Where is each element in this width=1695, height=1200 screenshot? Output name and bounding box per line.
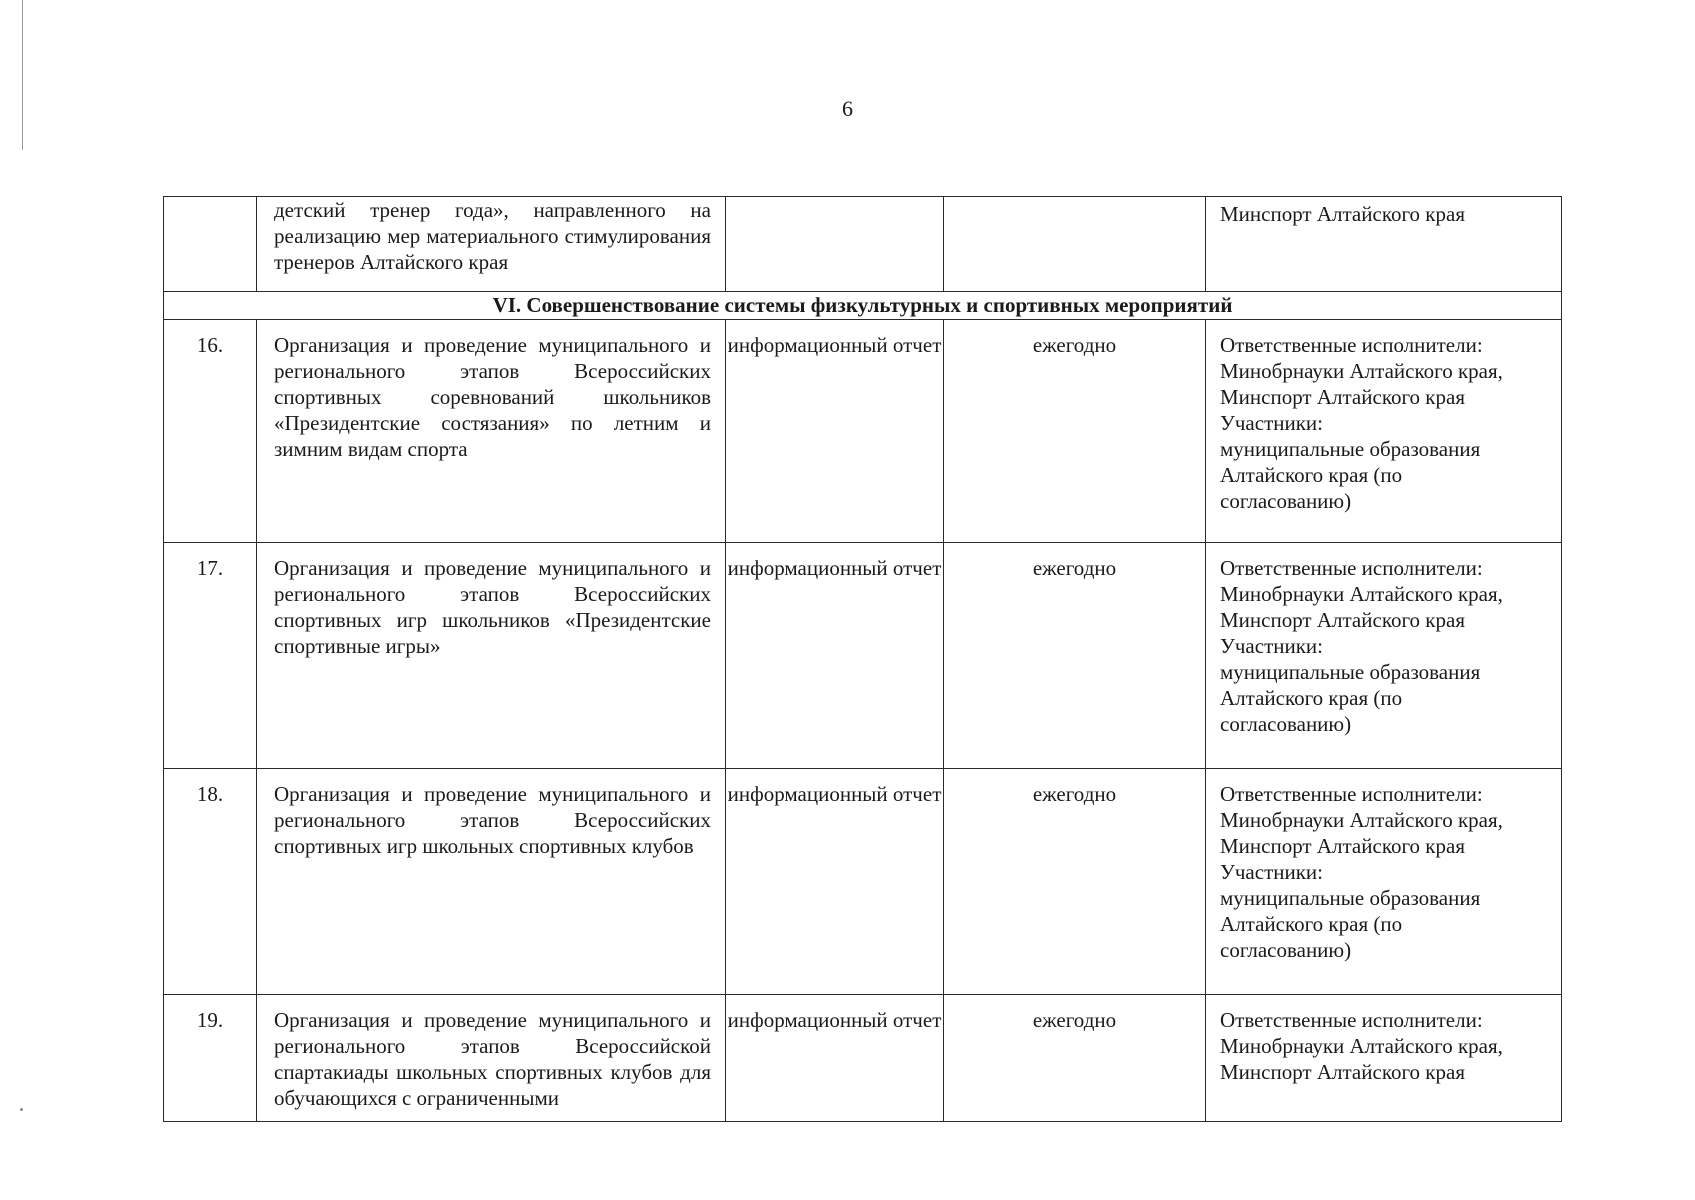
cell-term: ежегодно — [944, 769, 1206, 995]
cell-responsible — [1206, 543, 1562, 769]
cell-report-form: информационный отчет — [726, 320, 944, 543]
responsible-line: муниципальные образования — [1220, 437, 1481, 461]
responsible-line: согласованию) — [1220, 938, 1352, 962]
responsible-line: Минобрнауки Алтайского края, — [1220, 582, 1503, 606]
responsible-line: Ответственные исполнители: — [1220, 1008, 1483, 1032]
responsible-line: Минобрнауки Алтайского края, — [1220, 1034, 1503, 1058]
cell-number: 18. — [164, 769, 257, 995]
scan-margin-dot — [20, 1108, 23, 1111]
cell-report-form — [726, 197, 944, 292]
cell-event-name: Организация и проведение муниципального и регионального этапов Всероссийских спортивных игр школьных спортивных клубов — [257, 769, 726, 995]
responsible-line: Минспорт Алтайского края — [1220, 385, 1465, 409]
responsible-line: Минспорт Алтайского края — [1220, 608, 1465, 632]
cell-term: ежегодно — [944, 995, 1206, 1122]
responsible-line: Минспорт Алтайского края — [1220, 1060, 1465, 1084]
scan-margin-line — [22, 0, 23, 150]
responsible-line: согласованию) — [1220, 489, 1352, 513]
cell-event-name: Организация и проведение муниципального и регионального этапов Всероссийской спартакиады школьных спортивных клубов для обучающихся с ограниченными — [257, 995, 726, 1122]
responsible-line: Алтайского края (по — [1220, 912, 1403, 936]
cell-event-name: детский тренер года», направленного на реализацию мер материального стимулирования тренеров Алтайского края — [257, 197, 726, 292]
table-row — [164, 769, 1562, 995]
responsible-line: Минобрнауки Алтайского края, — [1220, 359, 1503, 383]
responsible-line: Минспорт Алтайского края — [1220, 834, 1465, 858]
responsible-line: Участники: — [1220, 860, 1324, 884]
responsible-line: Ответственные исполнители: — [1220, 333, 1483, 357]
responsible-line: Ответственные исполнители: — [1220, 782, 1483, 806]
cell-report-form: информационный отчет — [726, 995, 944, 1122]
responsible-line: Минобрнауки Алтайского края, — [1220, 808, 1503, 832]
cell-number: 16. — [164, 320, 257, 543]
responsible-line: Участники: — [1220, 634, 1324, 658]
cell-term — [944, 197, 1206, 292]
responsible-line: Алтайского края (по — [1220, 686, 1403, 710]
responsible-line: муниципальные образования — [1220, 660, 1481, 684]
cell-number — [164, 197, 257, 292]
table-row — [164, 320, 1562, 543]
cell-number: 17. — [164, 543, 257, 769]
section-row — [164, 292, 1562, 320]
cell-event-name: Организация и проведение муниципального и регионального этапов Всероссийских спортивных игр школьников «Президентские спортивные игры» — [257, 543, 726, 769]
responsible-line: Ответственные исполнители: — [1220, 556, 1483, 580]
responsible-line: Участники: — [1220, 411, 1324, 435]
cell-report-form: информационный отчет — [726, 543, 944, 769]
page-number: 6 — [842, 96, 853, 121]
cell-responsible — [1206, 320, 1562, 543]
plan-table — [163, 196, 1562, 1122]
cell-term: ежегодно — [944, 320, 1206, 543]
cell-event-name: Организация и проведение муниципального и регионального этапов Всероссийских спортивных соревнований школьников «Президентские состязания» по летним и зимним видам спорта — [257, 320, 726, 543]
section-title: VI. Совершенствование системы физкультурных и спортивных мероприятий — [164, 292, 1562, 320]
table-row — [164, 543, 1562, 769]
responsible-line: согласованию) — [1220, 712, 1352, 736]
table-row-continuation — [164, 197, 1562, 292]
cell-responsible: Минспорт Алтайского края — [1206, 197, 1562, 292]
responsible-line: муниципальные образования — [1220, 886, 1481, 910]
responsible-line: Алтайского края (по — [1220, 463, 1403, 487]
cell-term: ежегодно — [944, 543, 1206, 769]
cell-report-form: информационный отчет — [726, 769, 944, 995]
cell-number: 19. — [164, 995, 257, 1122]
cell-responsible — [1206, 995, 1562, 1122]
table-row — [164, 995, 1562, 1122]
cell-responsible — [1206, 769, 1562, 995]
